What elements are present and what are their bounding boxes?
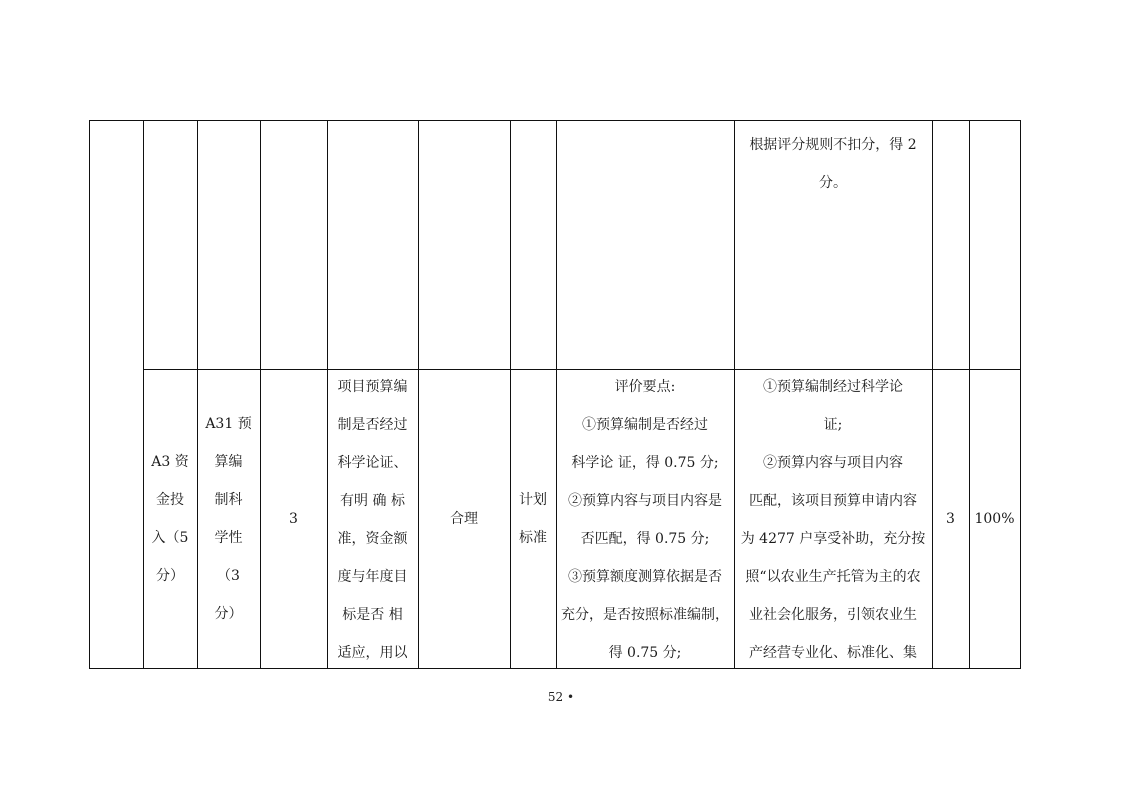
text-line: ②预算内容与项目内容是 xyxy=(568,493,722,509)
text-line: 标准 xyxy=(519,530,547,546)
text-line: A3 资 xyxy=(151,454,189,470)
indicator-description xyxy=(327,375,418,665)
text-line: 有明 确 标 xyxy=(340,493,405,509)
weight-value: 3 xyxy=(289,511,298,527)
text-line: 计划 xyxy=(519,492,547,508)
text-line: 分） xyxy=(214,606,243,622)
table-border xyxy=(89,120,90,669)
text-line: 根据评分规则不扣分，得 2 xyxy=(749,137,917,153)
page-number: 52 • xyxy=(547,690,575,704)
evaluation-points xyxy=(556,375,734,665)
text-line: ①预算编制是否经过 xyxy=(582,417,708,433)
text-line: 产经营专业化、标准化、集 xyxy=(749,645,917,661)
text-line: 标是否 相 xyxy=(342,607,403,623)
text-line: 照“以农业生产托管为主的农 xyxy=(745,569,921,585)
text-line: ③预算额度测算依据是否 xyxy=(568,569,722,585)
text-line: 入（5 xyxy=(151,530,189,546)
standard-type-cell xyxy=(510,369,556,669)
text-line: 度与年度目 xyxy=(337,569,408,585)
text-line: 评价要点: xyxy=(614,379,676,395)
text-line: ②预算内容与项目内容 xyxy=(763,455,903,471)
text-line: 证; xyxy=(823,417,843,433)
text-line: 科学论证、 xyxy=(337,455,408,471)
text-line: 业社会化服务，引领农业生 xyxy=(749,607,917,623)
level3-indicator xyxy=(197,369,260,669)
text-line: 否匹配，得 0.75 分; xyxy=(580,531,710,547)
score-cell xyxy=(932,369,969,669)
text-line: 准，资金额 xyxy=(337,531,408,547)
text-line: 制科 xyxy=(214,492,243,508)
standard-value-cell xyxy=(418,369,510,669)
text-line: 适应，用以 xyxy=(337,645,408,661)
score-value: 3 xyxy=(946,511,955,527)
text-line: 算编 xyxy=(214,454,243,470)
table-border xyxy=(1020,120,1021,669)
level2-indicator xyxy=(143,369,197,669)
row1-score-detail xyxy=(734,126,932,202)
text-line: ①预算编制经过科学论 xyxy=(763,379,903,395)
text-line: 匹配，该项目预算申请内容 xyxy=(749,493,917,509)
text-line: 充分，是否按照标准编制， xyxy=(561,607,729,623)
score-detail xyxy=(734,375,932,665)
rate-cell xyxy=(969,369,1020,669)
table-border xyxy=(89,120,1021,121)
text-line: 科学论 证，得 0.75 分; xyxy=(571,455,719,471)
text-line: 得 0.75 分; xyxy=(608,645,682,661)
rate-value: 100% xyxy=(974,511,1015,527)
text-line: 制是否经过 xyxy=(337,417,408,433)
text-line: 学性 xyxy=(214,530,243,546)
evaluation-table xyxy=(89,120,1021,669)
text-line: 金投 xyxy=(156,492,184,508)
text-line: 为 4277 户享受补助，充分按 xyxy=(740,531,926,547)
text-line: 项目预算编 xyxy=(337,379,408,395)
text-line: （3 xyxy=(217,568,240,584)
weight-cell xyxy=(260,369,327,669)
text-line: 分。 xyxy=(819,175,847,191)
text-line: A31 预 xyxy=(205,416,252,432)
text-line: 分） xyxy=(156,568,184,584)
standard-value: 合理 xyxy=(450,511,478,527)
